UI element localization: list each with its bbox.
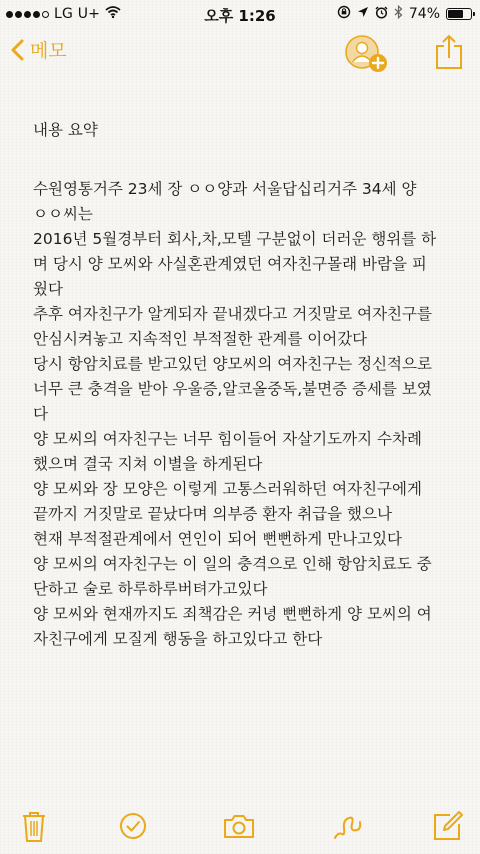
checklist-icon (115, 808, 151, 844)
note-line: 끝까지 거짓말로 끝났다며 의부증 환자 취급을 했으나 (33, 505, 392, 523)
trash-icon (16, 808, 52, 844)
carrier-name: LG U+ (54, 6, 101, 22)
add-people-button[interactable] (344, 34, 390, 74)
note-line: 현재 부적절관계에서 연인이 되어 뻔뻔하게 만나고있다 (33, 530, 403, 548)
bottom-toolbar (0, 800, 480, 854)
note-line: ㅇㅇ씨는 (33, 205, 93, 223)
status-bar (0, 0, 480, 28)
battery-level-fill (448, 10, 463, 18)
camera-icon (221, 808, 257, 844)
checklist-button[interactable] (115, 808, 151, 844)
note-line: 단하고 술로 하루하루버텨가고있다 (33, 580, 268, 598)
delete-button[interactable] (16, 808, 52, 844)
note-line: 안심시켜놓고 지속적인 부적절한 관계를 이어갔다 (33, 330, 368, 348)
compose-button[interactable] (430, 808, 466, 844)
note-line: 추후 여자친구가 알게되자 끝내겠다고 거짓말로 여자친구를 (33, 305, 432, 323)
note-line: 양 모씨와 현재까지도 죄책감은 커녕 뻔뻔하게 양 모씨의 여 (33, 605, 432, 623)
add-person-icon (344, 34, 390, 74)
note-line: 양 모씨의 여자친구는 이 일의 충격으로 인해 항암치료도 중 (33, 555, 432, 573)
back-button[interactable] (10, 36, 67, 63)
note-line: 수원영통거주 23세 장 ㅇㅇ양과 서울답십리거주 34세 양 (33, 180, 417, 198)
note-line: 양 모씨와 장 모양은 이렇게 고통스러워하던 여자친구에게 (33, 480, 422, 498)
share-button[interactable] (434, 34, 464, 70)
location-icon (357, 6, 369, 22)
battery-icon (446, 8, 472, 20)
note-line: 양 모씨의 여자친구는 너무 힘이들어 자살기도까지 수차례 (33, 430, 422, 448)
note-line: 자친구에게 모질게 행동을 하고있다고 한다 (33, 630, 323, 648)
camera-button[interactable] (221, 808, 257, 844)
share-icon (434, 34, 464, 70)
status-time: 오후 1:26 (204, 7, 276, 25)
chevron-left-icon (10, 39, 24, 61)
sketch-icon (330, 808, 366, 844)
nav-bar (0, 28, 480, 78)
battery-percent: 74% (408, 6, 440, 22)
bluetooth-icon (394, 5, 403, 23)
alarm-icon (375, 6, 388, 23)
note-line: 했으며 결국 지쳐 이별을 하게된다 (33, 455, 263, 473)
back-button-label: 메모 (30, 40, 67, 62)
note-line: 너무 큰 충격을 받아 우울증,알코올중독,불면증 증세를 보였 (33, 380, 432, 398)
sketch-button[interactable] (330, 808, 366, 844)
note-line: 며 당시 양 모씨와 사실혼관계였던 여자친구몰래 바람을 피 (33, 255, 427, 273)
note-title: 내용 요약 (33, 121, 98, 139)
note-body[interactable] (33, 118, 463, 652)
status-right (337, 5, 472, 23)
note-line: 웠다 (33, 280, 63, 298)
note-line: 2016년 5월경부터 회사,차,모텔 구분없이 더러운 행위를 하 (33, 230, 437, 248)
orientation-lock-icon (337, 5, 351, 23)
note-line: 다 (33, 405, 48, 423)
note-line: 당시 항암치료를 받고있던 양모씨의 여자친구는 정신적으로 (33, 355, 432, 373)
compose-icon (430, 808, 466, 844)
